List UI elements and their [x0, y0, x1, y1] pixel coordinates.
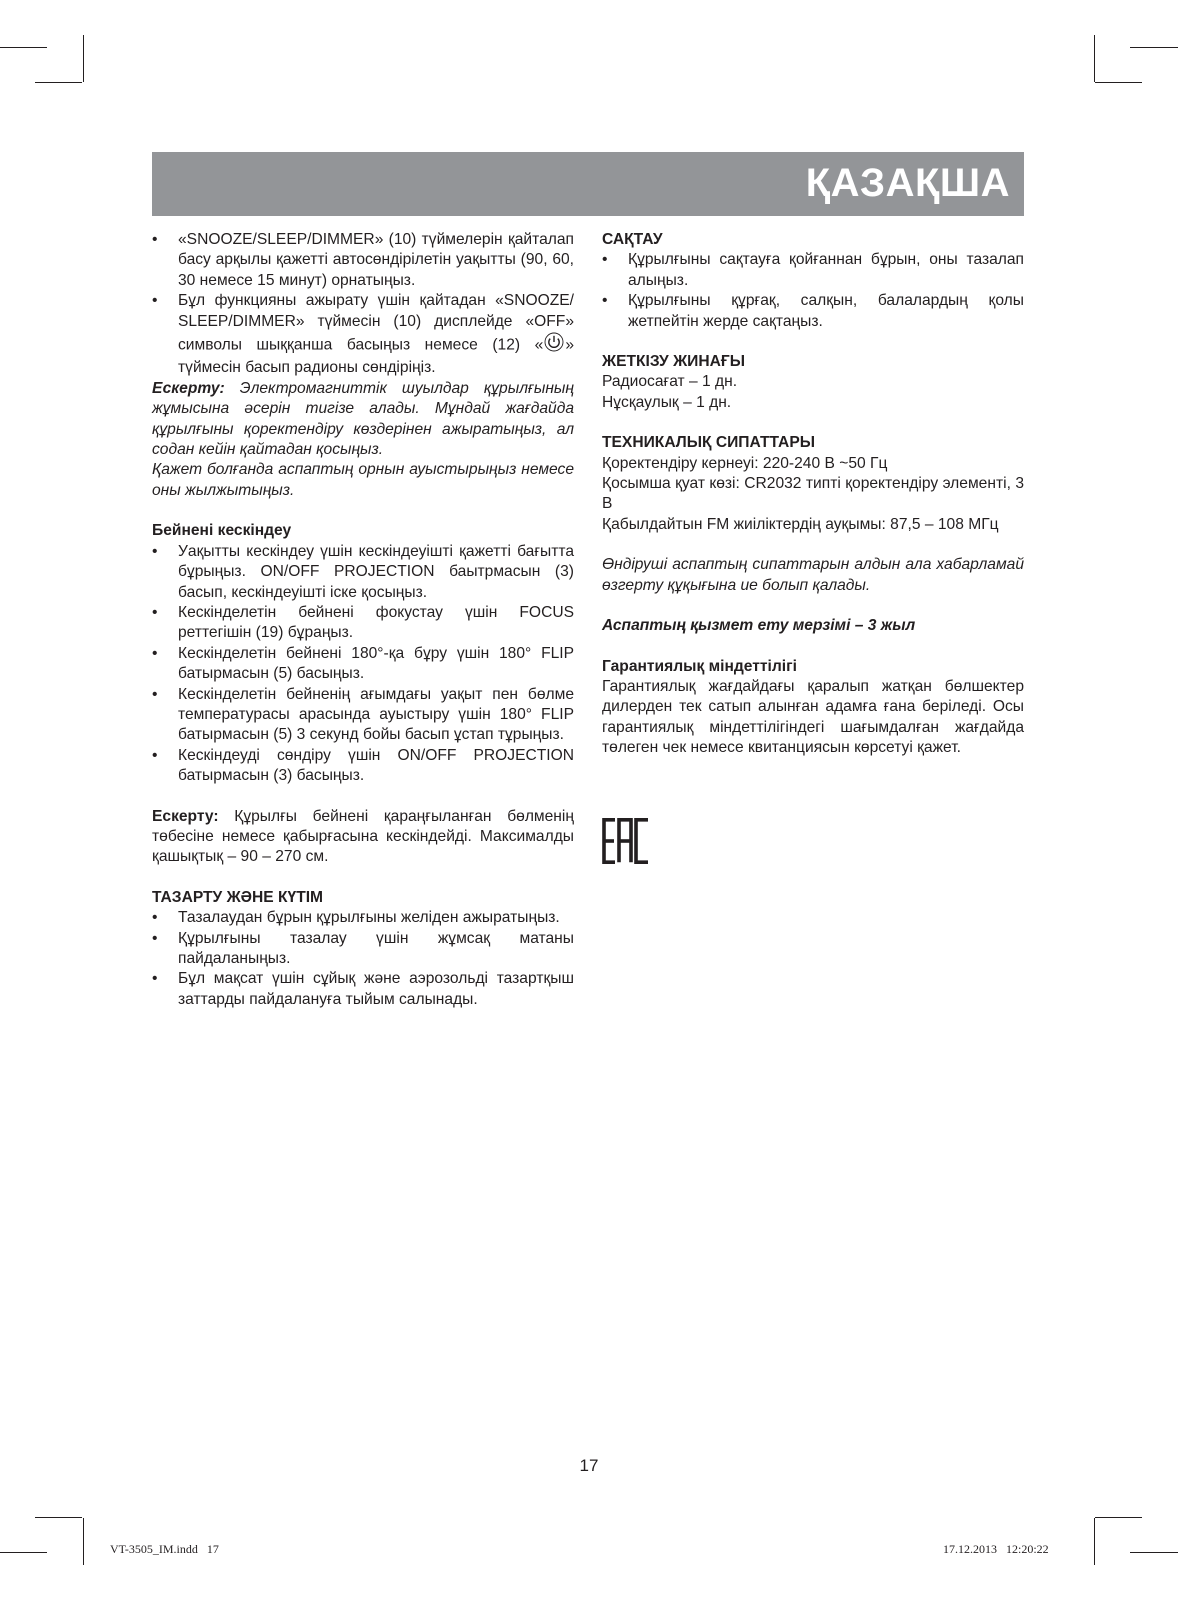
list-item: • «SNOOZE/SLEEP/DIMMER» (10) түймелерін қайталап басу арқылы қажетті автосөндірілетін уақытты (90, 60, 30 немесе 15 минут) орнатыңыз.: [152, 230, 574, 291]
crop-mark: [1095, 1517, 1142, 1518]
crop-mark: [1095, 82, 1142, 83]
list-item: • Уақытты кескіндеу үшін кескіндеуішті қажетті бағытта бұрыңыз. ON/OFF PROJECTION баытрмасын (3) басып, кескіндеуішті іске қосыңыз.: [152, 542, 574, 603]
spec-line: Қоректендіру кернеуі: 220-240 В ~50 Гц: [602, 454, 888, 472]
page-number: 17: [579, 1456, 599, 1475]
note-paragraph: Қажет болғанда аспаптың орнын ауыстырыңыз немесе оны жылжытыңыз.: [152, 461, 574, 499]
crop-mark: [35, 1517, 82, 1518]
package-line: Радиосағат – 1 дн.: [602, 373, 738, 391]
crop-mark: [1094, 35, 1095, 82]
crop-mark: [83, 1518, 84, 1565]
warranty-text: Гарантиялық жағдайдағы қаралып жатқан бөлшектер дилерден тек сатып алынған адамға ғана беріледі. Осы гарантиялық міндеттілігіндегі шағымдалған жағдайда төлеген чек немесе квитанциясын көрсетуі қажет.: [602, 677, 1024, 757]
power-icon: [544, 332, 564, 358]
list-item: • Кескінделетін бейнені фокустау үшін FOCUS реттегішін (19) бұраңыз.: [152, 603, 574, 644]
list-item: • Құрылғыны тазалау үшін жұмсақ матаны пайдаланыңыз.: [152, 929, 574, 970]
crop-mark: [0, 47, 47, 48]
list-item: • Кескінделетін бейнені 180°-қа бұру үшін 180° FLIP батырмасын (5) басыңыз.: [152, 644, 574, 685]
note-label: Ескерту:: [152, 379, 225, 397]
intro-list: [152, 230, 574, 379]
left-column: [152, 230, 574, 1010]
list-item: • Кескінделетін бейненің ағымдағы уақыт пен бөлме температурасы арасында ауыстыру үшін 180° FLIP батырмасын (5) 3 секунд бойы басып ұстап тұрыңыз.: [152, 685, 574, 746]
list-item: • Бұл мақсат үшін сұйық және аэрозольді тазартқыш заттарды пайдалануға тыйым салынады.: [152, 969, 574, 1010]
language-header-bar: [152, 152, 1024, 216]
print-timestamp: 17.12.2013 12:20:22: [943, 1542, 1049, 1556]
crop-mark: [0, 1552, 47, 1553]
list-item: • Құрылғыны құрғақ, салқын, балалардың қолы жетпейтін жерде сақтаңыз.: [602, 291, 1024, 332]
note-text: Электромагниттік шуылдар құрылғының жұмысына әсерін тигізе алады. Мұндай жағдайда құрылғыны қоректендіру көздерінен ажыратыңыз, ал содан кейін қайтадан қосыңыз.: [152, 379, 574, 459]
spec-line: Қосымша қуат көзі: CR2032 типті қоректендіру элементі, 3 В: [602, 475, 1024, 513]
list-item: • Құрылғыны сақтауға қойғаннан бұрын, оны тазалап алыңыз.: [602, 250, 1024, 291]
section-heading: САҚТАУ: [602, 231, 663, 248]
list-item-text: » түймесін басып радионы сөндіріңіз.: [178, 336, 574, 377]
manufacturer-note: Өндіруші аспаптың сипаттарын алдын ала хабарламай өзгерту құқығына ие болып қалады.: [602, 556, 1024, 594]
crop-mark: [1130, 1552, 1178, 1553]
note-label: Ескерту:: [152, 807, 219, 825]
projection-list: [152, 542, 574, 787]
crop-mark: [83, 35, 84, 82]
section-heading: ЖЕТКІЗУ ЖИНАҒЫ: [602, 353, 746, 371]
list-item-text: Бұл функцияны ажырату үшін қайтадан «SNOOZE/ SLEEP/DIMMER» түймесін (10) дисплейде «OFF» символы шыққанша басыңыз немесе (12) «: [178, 292, 574, 354]
section-heading: Гарантиялық міндеттілігі: [602, 657, 797, 675]
note-paragraph: [152, 379, 574, 461]
eac-mark-icon: [602, 818, 650, 869]
right-column: [602, 230, 1024, 759]
list-item: • Тазалаудан бұрын құрылғыны желіден ажыратыңыз.: [152, 908, 574, 928]
crop-mark: [35, 82, 82, 83]
list-item: [152, 291, 574, 379]
cleaning-list: [152, 908, 574, 1010]
section-heading: ТАЗАРТУ ЖӘНЕ КҮТІМ: [152, 888, 324, 906]
spec-line: Қабылдайтын FM жиіліктердің ауқымы: 87,5 – 108 МГц: [602, 515, 999, 533]
service-life: Аспаптың қызмет ету мерзімі – 3 жыл: [602, 617, 916, 635]
section-heading: Бейнені кескіндеу: [152, 522, 292, 540]
note-text: Құрылғы бейнені қараңғыланған бөлменің төбесіне немесе қабырғасына кескіндейді. Максималды қашықтық – 90 – 270 см.: [152, 807, 574, 866]
language-title: ҚАЗАҚША: [805, 161, 1010, 205]
crop-mark: [1130, 47, 1178, 48]
package-line: Нұсқаулық – 1 дн.: [602, 393, 732, 411]
file-info: VT-3505_IM.indd 17: [110, 1542, 219, 1556]
storage-list: [602, 250, 1024, 332]
section-heading: ТЕХНИКАЛЫҚ СИПАТТАРЫ: [602, 434, 815, 452]
note-paragraph: [152, 807, 574, 868]
list-item: • Кескіндеуді сөндіру үшін ON/OFF PROJECTION батырмасын (3) басыңыз.: [152, 746, 574, 787]
crop-mark: [1094, 1518, 1095, 1565]
